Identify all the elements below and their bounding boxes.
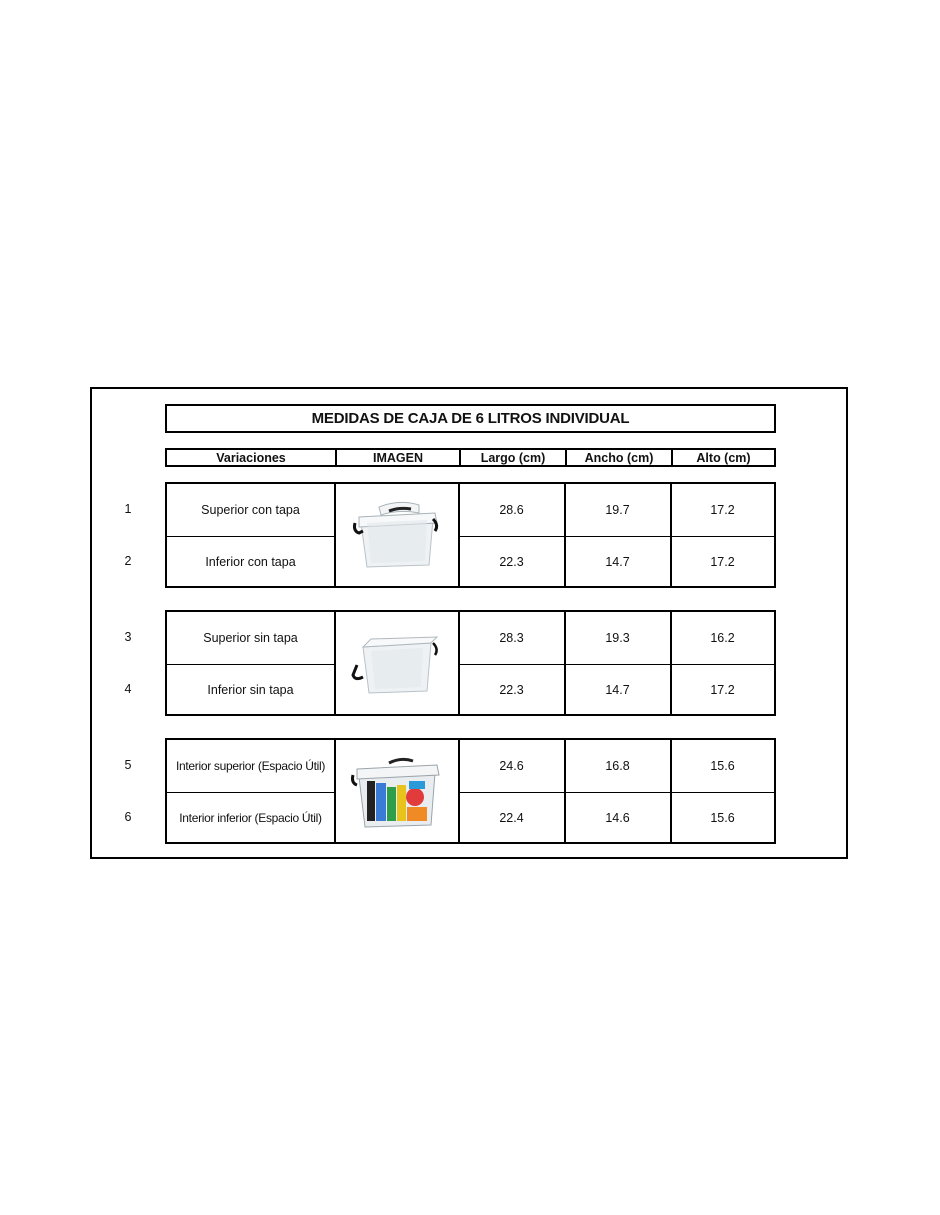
table-cell-variacion: Superior sin tapa [203,631,298,645]
box-filled-icon [335,740,459,842]
row-number: 6 [124,810,132,824]
table-cell-largo: 28.3 [499,631,524,645]
row-number: 5 [124,758,132,772]
table-cell-ancho: 14.7 [605,682,630,697]
box-without-lid-icon [335,612,459,714]
table-cell-alto: 15.6 [710,810,735,825]
table-title: MEDIDAS DE CAJA DE 6 LITROS INDIVIDUAL [165,404,776,433]
table-cell-largo: 22.3 [499,682,524,697]
table-cell-largo: 28.6 [499,503,524,517]
box-with-lid-icon [335,484,459,586]
table-header [165,448,776,467]
table-cell-largo: 22.3 [499,554,524,569]
row-number: 4 [124,682,132,696]
table-cell-ancho: 16.8 [605,759,630,773]
table-cell-ancho: 19.3 [605,631,630,645]
table-cell-ancho: 19.7 [605,503,630,517]
header-alto: Alto (cm) [671,450,774,465]
table-cell-alto: 15.6 [710,759,735,773]
table-cell-alto: 16.2 [710,631,735,645]
row-number: 1 [124,502,132,516]
header-variaciones: Variaciones [216,450,286,465]
table-cell-variacion: Inferior con tapa [205,554,296,569]
table-cell-alto: 17.2 [710,503,735,517]
table-cell-variacion: Interior superior (Espacio Útil) [175,759,326,773]
table-cell-variacion: Superior con tapa [201,503,300,517]
table-cell-variacion: Interior inferior (Espacio Útil) [179,810,322,825]
table-group-espacio-util [165,738,776,844]
table-cell-alto: 17.2 [710,682,735,697]
table-group-sin-tapa [165,610,776,716]
table-cell-variacion: Inferior sin tapa [207,682,294,697]
table-cell-largo: 24.6 [499,759,524,773]
table-cell-largo: 22.4 [499,810,524,825]
table-cell-alto: 17.2 [710,554,735,569]
table-cell-ancho: 14.6 [605,810,630,825]
row-number: 3 [124,630,132,644]
table-group-con-tapa [165,482,776,588]
row-number: 2 [124,554,132,568]
header-imagen: IMAGEN [335,450,459,465]
header-largo: Largo (cm) [459,450,565,465]
header-ancho: Ancho (cm) [565,450,671,465]
table-cell-ancho: 14.7 [605,554,630,569]
